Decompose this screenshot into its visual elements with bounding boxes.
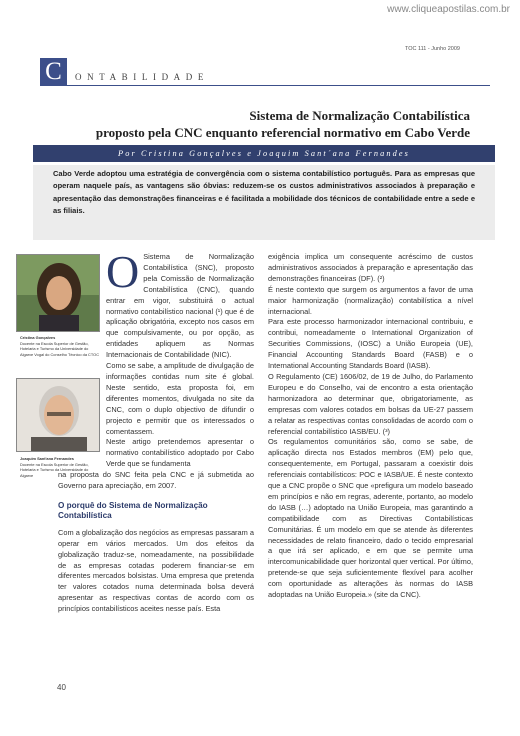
author-caption-1	[20, 335, 100, 357]
paragraph-1-text: Sistema de Normalização Contabilística (SNC), proposto pela Comissão de Normalização Contabilística (CNC), quando entrar em vigor, substituirá o actual normativo contabilístico nacional (¹) que é de aplicação obrigatória, excepto nos casos em que compulsivamente, ou por opção, as entidades apliquem as Normas Internacionais de Contabilidade (NIC).	[106, 252, 254, 360]
left-column-top	[106, 246, 254, 470]
left-column-bottom	[58, 470, 254, 615]
right-paragraph-4: O Regulamento (CE) 1606/02, de 19 de Julho, do Parlamento Europeu e do Conselho, vai de encontro a esta orientação harmonizadora ao determinar que, obrigatoriamente, as empresas com valores cotados em bolsas da UE-27 passem a relatar as respectivas contas consolidadas de acordo com o referencial contabilístico IASB/EU. (³)	[268, 371, 473, 436]
page-number: 40	[57, 683, 66, 692]
author-bio-2: Docente na Escola Superior de Gestão, Hotelaria e Turismo da Universidade do Algarve	[20, 461, 89, 478]
site-watermark: www.cliqueapostilas.com.br	[387, 4, 510, 15]
drop-cap: O	[106, 246, 140, 297]
section-initial: C	[40, 58, 67, 86]
author-name-1: Cristina Gonçalves	[20, 335, 56, 340]
section-heading: O porquê do Sistema de Normalização Contabilística	[58, 500, 208, 521]
title-line-1: Sistema de Normalização Contabilística	[249, 108, 470, 123]
paragraph-3b: na proposta do SNC feita pela CNC e já submetida ao Governo para apreciação, em 2007.	[58, 470, 254, 490]
title-line-2: proposto pela CNC enquanto referencial normativo em Cabo Verde	[95, 125, 470, 140]
right-paragraph-1: exigência implica um consequente acréscimo de custos administrativos associados à preparação e apresentação das demonstrações financeiras (DF). (²)	[268, 252, 473, 283]
paragraph-1	[106, 246, 254, 361]
section-name: ONTABILIDADE	[75, 72, 209, 82]
author-photo-2	[16, 378, 100, 452]
issue-label: TOC 111 - Junho 2009	[404, 46, 460, 52]
paragraph-3a: Neste artigo pretendemos apresentar o normativo contabilístico adoptado por Cabo Verde que se fundamenta	[106, 437, 254, 469]
paragraph-4: Com a globalização dos negócios as empresas passaram a operar em vários mercados. Um dos efeitos da globalização traduz-se, nomeadamente, na possibilidade de as empresas cotadas poderem financiar-se em diferentes mercados bolsistas. Uma empresa que pretenda ter valores cotados numa determinada bolsa deverá apresentar as respectivas contas de acordo com os princípios contabilísticos aceites nesse país. Esta	[58, 527, 254, 614]
right-paragraph-5: Os regulamentos comunitários são, como se sabe, de aplicação directa nos Estados membros (EM) pelo que, consequentemente, em Portugal, passaram a coexistir dois referenciais contabilísticos: POC e IASB/UE. É neste contexto que a CNC propõe o SNC que «prefigura um modelo baseado em princípios e não em regras, aderente, portanto, ao modelo do IASB (…) adoptado na União Europeia, mas garantindo a compatibilidade com as Directivas Contabilísticas Comunitárias. É um modelo em que se atende às diferentes necessidades de relato financeiro, dado o tecido empresarial a que irá ser aplicado, e em que se permite uma intercomunicabilidade quer horizontal quer vertical. Por último, pretende-se que seja suficientemente flexível para acolher com oportunidade as alterações às normas do IASB adoptadas na União Europeia.» (site da CNC).	[268, 437, 473, 600]
article-title	[30, 107, 470, 141]
author-photo-1	[16, 254, 100, 332]
right-column	[268, 252, 473, 601]
author-name-2: Joaquim Sant'ana Fernandes	[20, 456, 74, 461]
paragraph-2: Como se sabe, a amplitude de divulgação de informações contidas num site é global. Neste sentido, esta proposta foi, em diferentes momentos, divulgada no site da CNC, com o duplo objectivo de difundir o projecto e permitir que os interessados o comentassem.	[106, 361, 254, 436]
section-header	[40, 58, 490, 86]
author-bio-1: Docente na Escola Superior de Gestão, Hotelaria e Turismo da Universidade do Algarve Vogal do Conselho Técnico da CTOC	[20, 340, 100, 357]
author-bar: Por Cristina Gonçalves e Joaquim Sant´ana Fernandes	[33, 145, 495, 162]
lead-paragraph: Cabo Verde adoptou uma estratégia de convergência com o sistema contabilístico português. Para as empresas que operam naquele país, as vantagens são óbvias: reduzem-se os custos administrativos associados à preparação e apresentação das demonstrações financeiras e é facilitada a mobilidade dos técnicos de contabilidade entre a sede e as filiais.	[33, 165, 495, 240]
right-paragraph-2: É neste contexto que surgem os argumentos a favor de uma maior harmonização (normalização) contabilística a nível internacional.	[268, 284, 473, 316]
section-rule	[40, 85, 490, 86]
right-paragraph-3: Para este processo harmonizador internacional contribuiu, e contribui, nomeadamente o International Organization of Securities Commissions, (IOSC) a União Europeia (UE), Financial Accounting Standards Board (FASB) e o International Accounting Standards Board (IASB).	[268, 317, 473, 371]
